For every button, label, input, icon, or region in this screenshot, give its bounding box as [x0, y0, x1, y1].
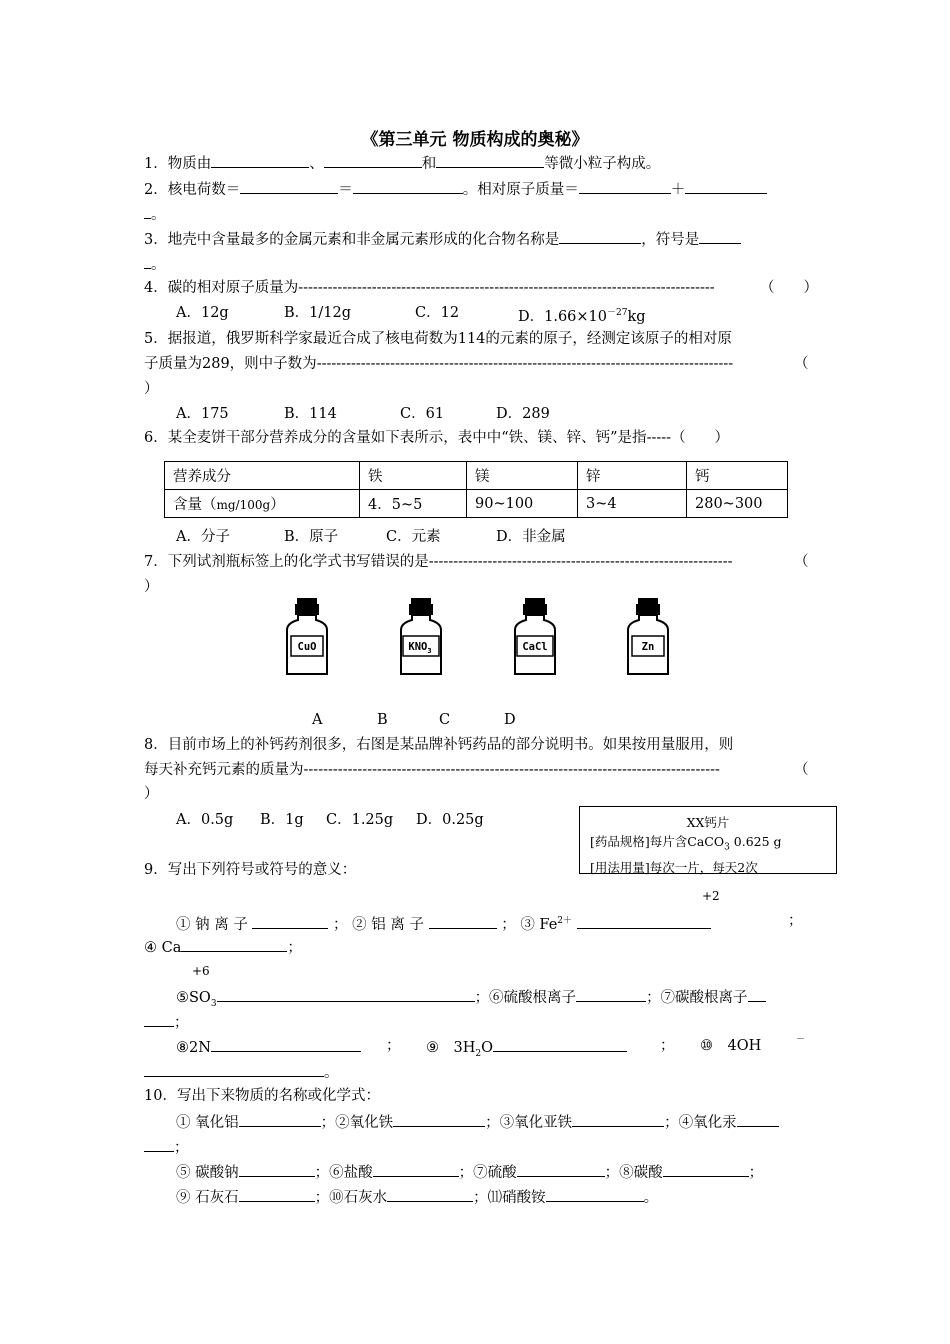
question-2-cont: 。 [144, 203, 166, 225]
blank[interactable] [436, 152, 544, 168]
option-c: C．1.25g [326, 812, 394, 828]
question-8: 8．目前市场上的补钙药剂很多，右图是某品牌补钙药品的部分说明书。如果按用量服用，则 [144, 737, 734, 753]
option-d: D．非金属 [496, 529, 566, 545]
bottle-label: $KNO_3$ [408, 641, 432, 655]
table-header-cell: 钙 [687, 462, 788, 490]
superscript: － [796, 1035, 806, 1045]
answer-paren-open: （ [794, 356, 809, 372]
table-cell: 90~100 [467, 490, 578, 518]
medicine-dosage: [用法用量]每次一片，每天2次 [590, 859, 758, 875]
question-9-row2: ④ Ca ； [144, 936, 302, 958]
question-6: 6．某全麦饼干部分营养成分的含量如下表所示，表中中“铁、镁、锌、钙”是指-----（ ） [144, 430, 730, 446]
reagent-bottle-c [512, 596, 558, 678]
blank[interactable] [144, 1011, 174, 1027]
reagent-bottle-b [398, 596, 444, 678]
option-d: D．$1.66\times 10^{-27}kg$ [518, 308, 646, 325]
blank[interactable] [559, 228, 641, 244]
bottle-letter-d: D [504, 712, 516, 728]
bottle-letter-b: B [377, 712, 388, 728]
option-d: D．0.25g [416, 812, 484, 828]
option-a: A．175 [176, 406, 229, 422]
question-9-row4-cont: 。 [144, 1061, 339, 1083]
option-c: C．元素 [386, 529, 441, 545]
blank[interactable] [393, 1111, 485, 1127]
bottle-label: Zn [641, 641, 655, 653]
answer-paren-close: ） [144, 786, 159, 802]
blank[interactable] [493, 1036, 627, 1052]
blank[interactable] [685, 178, 767, 194]
answer-paren-open: （ [794, 762, 809, 778]
table-row [165, 490, 788, 518]
page-title: 《第三单元 物质构成的奥秘》 [361, 130, 589, 150]
table-cell: 280~300 [687, 490, 788, 518]
blank[interactable] [699, 228, 741, 244]
question-7: 7．下列试剂瓶标签上的化学式书写错误的是-------------------------------------------------------------- [144, 554, 733, 570]
reagent-bottle-d [625, 596, 671, 678]
question-1: 1．物质由 、 和 等微小粒子构成。 [144, 152, 660, 174]
option-b: B．114 [284, 406, 337, 422]
option-b: B．1g [260, 812, 304, 828]
blank[interactable] [144, 1136, 174, 1152]
table-header-cell: 镁 [467, 462, 578, 490]
blank[interactable] [252, 913, 328, 929]
question-9-item10: ⑩ 4OH [700, 1038, 762, 1054]
question-9-row4: ⑧2N [176, 1036, 361, 1058]
blank[interactable] [577, 913, 711, 929]
separator: ； [660, 1038, 675, 1054]
separator: ； [386, 1038, 401, 1054]
table-header-cell: 营养成分 [165, 462, 360, 490]
option-b: B．1/12g [284, 305, 351, 321]
bottle-letter-c: C [439, 712, 451, 728]
valence-mark: +2 [702, 889, 720, 903]
table-header-cell: 锌 [578, 462, 687, 490]
blank[interactable] [240, 178, 338, 194]
question-10-row1: ① 氧化铝 ；②氧化铁 ；③氧化亚铁 ；④氧化汞 [176, 1111, 779, 1133]
question-10: 10．写出下来物质的名称或化学式： [144, 1088, 380, 1104]
blank[interactable] [517, 1161, 605, 1177]
bottle-letter-a: A [312, 712, 323, 728]
question-2: 2．核电荷数＝ ＝ 。相对原子质量＝ ＋ [144, 178, 767, 200]
medicine-spec: [药品规格]每片含CaCO$_3$ 0.625 g [590, 834, 782, 853]
option-b: B．原子 [284, 529, 339, 545]
question-8-line2: 每天补充钙元素的质量为------------------------------------------------------------------------------------- [144, 762, 720, 778]
blank[interactable] [748, 986, 766, 1002]
question-5-line2: 子质量为289，则中子数为------------------------------------------------------------------------------------- [144, 356, 734, 372]
question-3: 3．地壳中含量最多的金属元素和非金属元素形成的化合物名称是 ，符号是 [144, 228, 741, 250]
blank[interactable] [737, 1111, 779, 1127]
question-9-row1: ① 钠 离 子 ； ② 铝 离 子 ； ③ $Fe^{2+}$ [176, 911, 711, 935]
table-cell: 含量（mg/100g） [165, 490, 360, 518]
bottle-label: CuO [297, 641, 317, 653]
question-10-row1-cont: ； [144, 1136, 189, 1158]
blank[interactable] [353, 178, 463, 194]
option-d: D．289 [496, 406, 550, 422]
option-a: A．分子 [176, 529, 230, 545]
question-9-row3: $⑤SO_3$ ；⑥硫酸根离子 ；⑦碳酸根离子 [176, 986, 766, 1014]
question-10-row2: ⑤ 碳酸钠 ；⑥盐酸 ；⑦硫酸 ；⑧碳酸 ； [176, 1161, 763, 1183]
question-9-item9: ⑨ $3H_2O$ [426, 1036, 627, 1064]
medicine-name: XX钙片 [686, 815, 730, 830]
blank[interactable] [239, 1161, 315, 1177]
blank[interactable] [579, 178, 671, 194]
option-c: C．61 [400, 406, 445, 422]
question-3-cont: 。 [144, 253, 166, 275]
option-a: A．12g [176, 305, 229, 321]
blank[interactable] [572, 1111, 664, 1127]
table-cell: 3~4 [578, 490, 687, 518]
blank[interactable] [181, 936, 287, 952]
question-9: 9．写出下列符号或符号的意义： [144, 862, 357, 878]
blank[interactable] [144, 1061, 324, 1077]
option-c: C．12 [415, 305, 460, 321]
valence-mark: +6 [192, 964, 210, 978]
blank[interactable] [144, 203, 151, 219]
blank[interactable] [324, 152, 422, 168]
question-9-row3-cont: ； [144, 1011, 189, 1033]
blank[interactable] [546, 1186, 644, 1202]
blank[interactable] [373, 1161, 459, 1177]
nutrition-table [164, 461, 788, 518]
blank[interactable] [211, 152, 309, 168]
blank[interactable] [239, 1111, 321, 1127]
table-cell: 4．5~5 [360, 490, 467, 518]
blank[interactable] [211, 1036, 361, 1052]
answer-paren-open: （ [794, 554, 809, 570]
question-10-row3: ⑨ 石灰石 ；⑩石灰水 ；⑾硝酸铵 。 [176, 1186, 658, 1208]
blank[interactable] [144, 253, 151, 269]
answer-paren-close: ） [144, 579, 159, 595]
bottle-label: CaCl [522, 641, 548, 653]
question-4: 4．碳的相对原子质量为------------------------------------------------------------------------------------- [144, 280, 715, 296]
separator: ； [788, 913, 803, 929]
table-row [165, 462, 788, 490]
answer-paren: （ ） [760, 280, 818, 296]
blank[interactable] [576, 986, 646, 1002]
medicine-label-box [579, 806, 837, 874]
question-5: 5．据报道，俄罗斯科学家最近合成了核电荷数为114的元素的原子，经测定该原子的相对原 [144, 331, 732, 347]
answer-paren-close: ） [144, 381, 159, 397]
blank[interactable] [239, 1186, 315, 1202]
blank[interactable] [387, 1186, 473, 1202]
option-a: A．0.5g [176, 812, 234, 828]
reagent-bottle-a [284, 596, 330, 678]
blank[interactable] [663, 1161, 749, 1177]
blank[interactable] [217, 986, 475, 1002]
table-header-cell: 铁 [360, 462, 467, 490]
blank[interactable] [429, 913, 497, 929]
